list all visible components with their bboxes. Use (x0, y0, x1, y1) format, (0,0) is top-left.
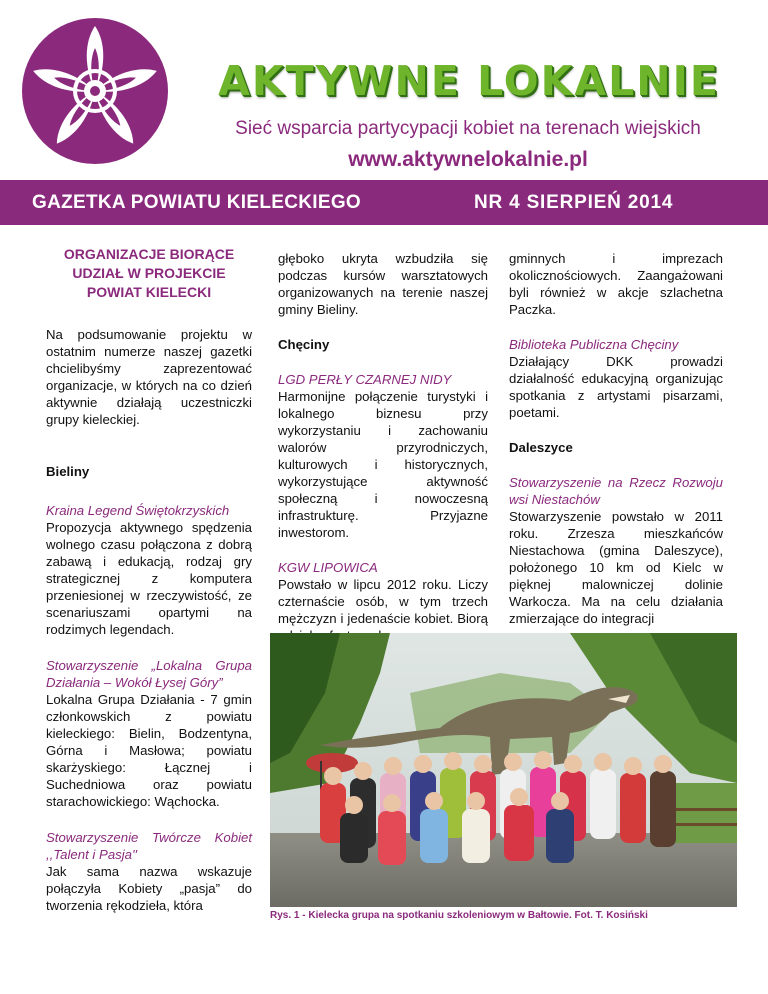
logo (22, 18, 168, 164)
org-talent-i-pasja-text: Jak sama nazwa wskazuje połączyła Kobiety „pasja” do tworzenia rękodzieła, która (46, 864, 252, 913)
subtitle: Sieć wsparcia partycypacji kobiet na terenach wiejskich (235, 118, 701, 139)
org-lgd-perly-czarnej-nidy: LGD PERŁY CZARNEJ NIDY (278, 372, 452, 387)
org-biblioteka-checiny-text: Działający DKK prowadzi działalność edukacyjną organizując spotkania z artystami pisarzami, poetami. (509, 354, 723, 420)
column-2 (278, 250, 488, 644)
org-talent-i-pasja: Stowarzyszenie Twórcze Kobiet ,,Talent i Pasja'' (46, 830, 252, 862)
org-lgd-wokol-lysej-gory-text: Lokalna Grupa Działania - 7 gmin członkowskich z powiatu kieleckiego: Bielin, Bodzentyna, Górna i Masłowa; powiatu skarżyskiego: Łącznej i Suchedniowa oraz powiatu starachowickiego: Wąchocka. (46, 692, 252, 809)
org-lgd-wokol-lysej-gory: Stowarzyszenie „Lokalna Grupa Działania – Wokół Łysej Góry” (46, 658, 252, 690)
org-kgw-lipowica: KGW LIPOWICA (278, 560, 378, 575)
org-biblioteka-checiny: Biblioteka Publiczna Chęciny (509, 337, 679, 352)
continued-paragraph-2: gminnych i imprezach okolicznościowych. Zaangażowani byli również w akcje szlachetna Paczka. (509, 251, 723, 317)
website-url[interactable]: www.aktywnelokalnie.pl (348, 148, 588, 171)
heading-daleszyce: Daleszyce (509, 440, 573, 455)
column-3 (509, 250, 723, 627)
org-kraina-legend: Kraina Legend Świętokrzyskich (46, 503, 230, 518)
group-photo (270, 633, 737, 907)
intro-paragraph: Na podsumowanie projektu w ostatnim numerze naszej gazetki chcielibyśmy zaprezentować organizacje, w których na co dzień aktywnie działają uczestniczki grupy kieleckiej. (46, 327, 252, 427)
org-kgw-lipowica-text: Powstało w lipcu 2012 roku. Liczy czternaście osób, w tym trzech mężczyzn i jedenaście kobiet. Biorą (278, 577, 488, 626)
photo-caption: Rys. 1 - Kielecka grupa na spotkaniu szkoleniowym w Bałtowie. Fot. T. Kosiński (270, 910, 648, 921)
heading-checiny: Chęciny (278, 337, 330, 352)
issue-number: NR 4 SIERPIEŃ 2014 (474, 192, 674, 213)
org-lgd-perly-czarnej-nidy-text: Harmonijne połączenie turystyki i lokalnego biznesu przy wykorzystaniu i zachowaniu walorów przyrodniczych, kulturowych i historycznych, wykorzystujące aktywność społeczną i nowoczesną infrastrukturę. Przyjazne inwestorom. (278, 389, 488, 540)
org-kraina-legend-text: Propozycja aktywnego spędzenia wolnego czasu połączona z dobrą zabawą i edukacją, rodzaj gry strategicznej z komputera przeniesionej w rzeczywistość, ze scenariuszami opartymi na rodzimych legendach. (46, 520, 252, 637)
gazette-name: GAZETKA POWIATU KIELECKIEGO (32, 192, 361, 213)
page-title: AKTYWNE LOKALNIE (218, 57, 720, 105)
section-title: ORGANIZACJE BIORĄCE UDZIAŁ W PROJEKCIE POWIAT KIELECKI (63, 246, 235, 300)
heading-bieliny: Bieliny (46, 464, 90, 479)
org-rozwoj-niestachow: Stowarzyszenie na Rzecz Rozwoju wsi Niestachów (509, 475, 723, 507)
column-1 (46, 245, 252, 914)
continued-paragraph: głęboko ukryta wzbudziła się podczas kursów warsztatowych organizowanych na terenie naszej gminy Bieliny. (278, 251, 488, 317)
org-rozwoj-niestachow-text: Stowarzyszenie powstało w 2011 roku. Zrzesza mieszkańców Niestachowa (gmina Daleszyce), położonego 10 km od Kielc w pięknej malowniczej dolinie Warkocza. Ma na celu działania zmierzające do integracji (509, 509, 723, 626)
